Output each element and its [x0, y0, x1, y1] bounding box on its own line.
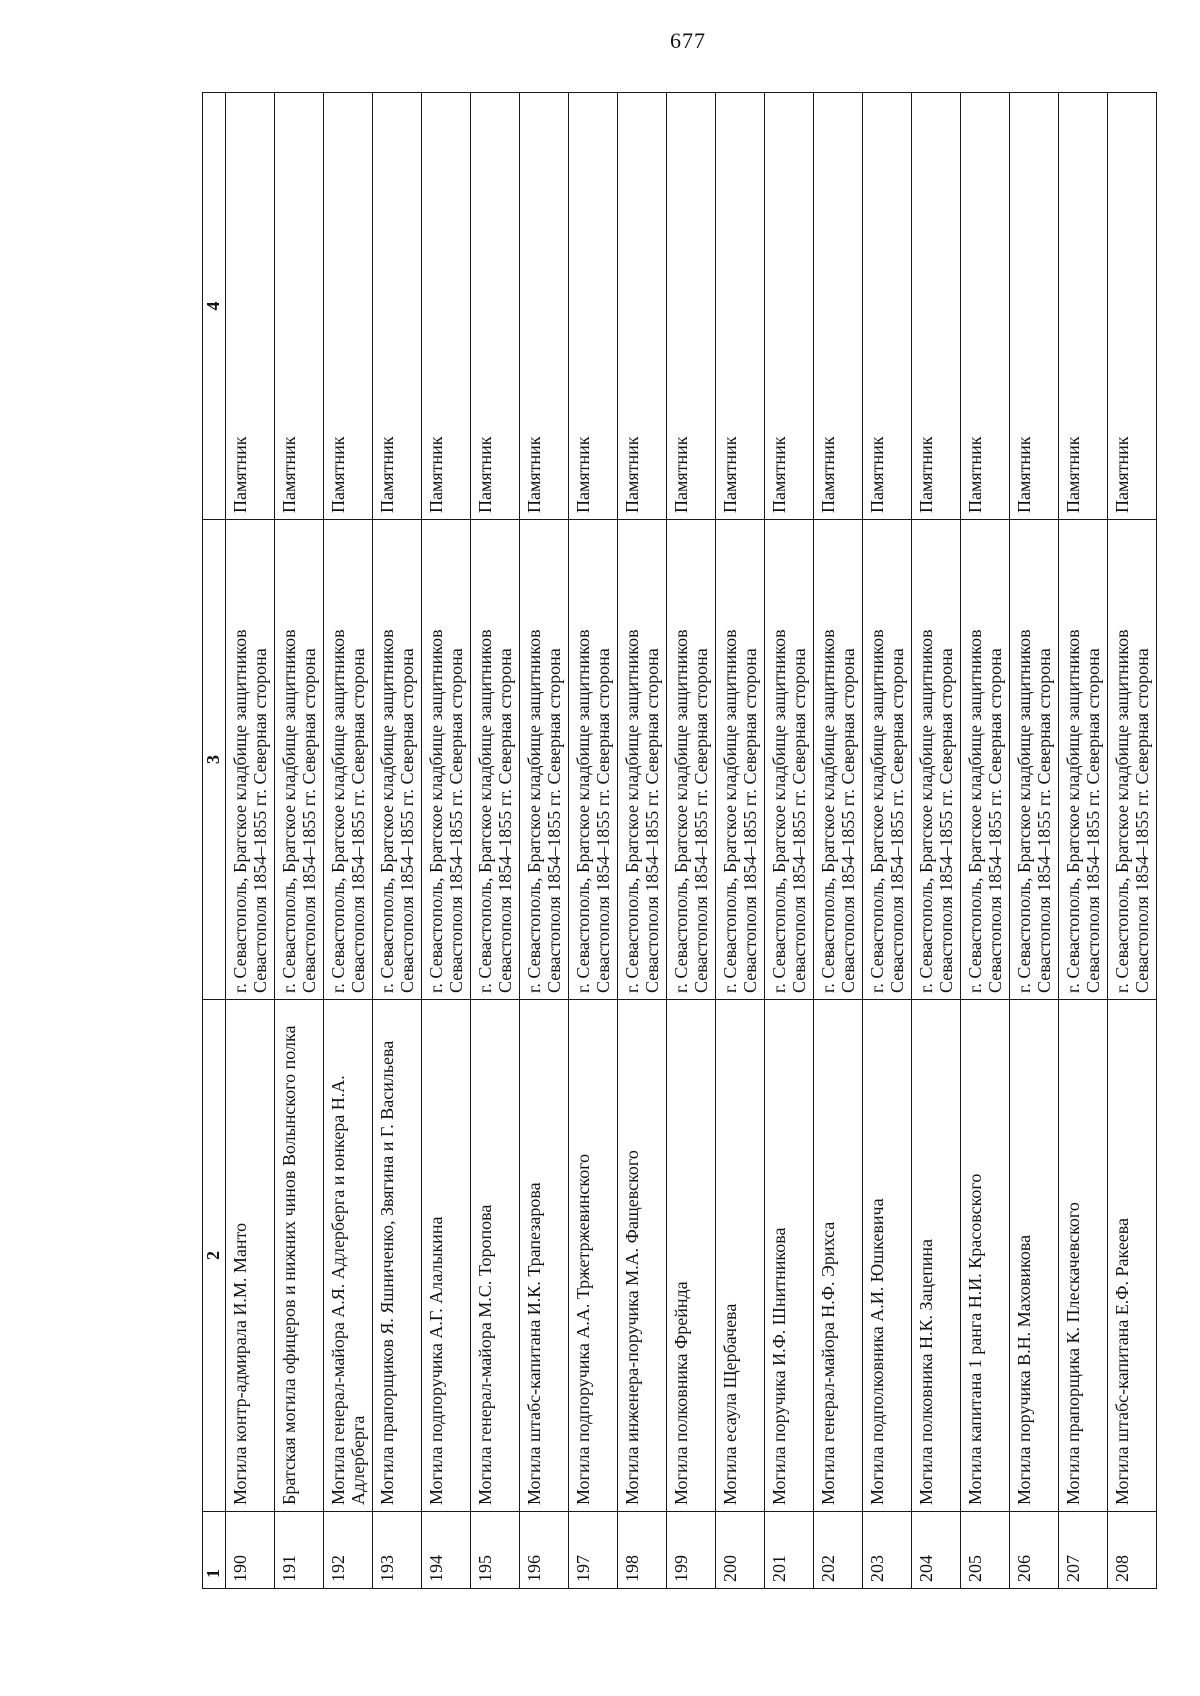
row-number-cell: 197 [569, 1512, 618, 1589]
rotated-table-container [202, 93, 1152, 1589]
object-type-cell: Памятник [961, 93, 1010, 520]
location-line-2: Севастополя 1854–1855 гг. Северная сторона [838, 648, 858, 993]
object-name-cell: Могила контр-адмирала И.М. Манто [226, 1000, 275, 1512]
object-name-cell: Могила подпоручика А.А. Тржетржевинского [569, 1000, 618, 1512]
row-number-cell: 193 [373, 1512, 422, 1589]
location-line-1: г. Севастополь, Братское кладбище защитников [1063, 629, 1083, 993]
object-name-cell: Братская могила офицеров и нижних чинов Волынского полка [275, 1000, 324, 1512]
page-number: 677 [670, 28, 706, 53]
location-line-1: г. Севастополь, Братское кладбище защитников [867, 629, 887, 993]
location-line-1: г. Севастополь, Братское кладбище защитников [622, 629, 642, 993]
location-cell [275, 520, 324, 1000]
location-cell [1108, 520, 1157, 1000]
object-name-cell: Могила подпоручика А.Г. Алалыкина [422, 1000, 471, 1512]
row-number-cell: 199 [667, 1512, 716, 1589]
object-name-cell: Могила инженера-поручика М.А. Фащевского [618, 1000, 667, 1512]
row-number-cell: 194 [422, 1512, 471, 1589]
location-line-2: Севастополя 1854–1855 гг. Северная сторона [348, 648, 368, 993]
location-line-2: Севастополя 1854–1855 гг. Северная сторона [1083, 648, 1103, 993]
object-name-cell: Могила прапорщика К. Плескачевского [1059, 1000, 1108, 1512]
table-row [569, 93, 618, 1589]
object-name-cell: Могила подполковника А.И. Юшкевича [863, 1000, 912, 1512]
location-line-2: Севастополя 1854–1855 гг. Северная сторона [495, 648, 515, 993]
location-line-1: г. Севастополь, Братское кладбище защитников [916, 629, 936, 993]
location-line-1: г. Севастополь, Братское кладбище защитников [818, 629, 838, 993]
table-row [471, 93, 520, 1589]
table-row [814, 93, 863, 1589]
location-cell [569, 520, 618, 1000]
column-header-location: 3 [203, 520, 226, 1000]
location-line-1: г. Севастополь, Братское кладбище защитников [1112, 629, 1132, 993]
object-type-cell: Памятник [716, 93, 765, 520]
location-line-1: г. Севастополь, Братское кладбище защитников [475, 629, 495, 993]
table-frame [202, 93, 1152, 1589]
location-line-2: Севастополя 1854–1855 гг. Северная сторона [1132, 648, 1152, 993]
location-line-2: Севастополя 1854–1855 гг. Северная сторона [397, 648, 417, 993]
location-cell [765, 520, 814, 1000]
location-cell [422, 520, 471, 1000]
row-number-cell: 200 [716, 1512, 765, 1589]
object-type-cell: Памятник [373, 93, 422, 520]
table-row [275, 93, 324, 1589]
column-header-number: 1 [203, 1512, 226, 1589]
row-number-cell: 201 [765, 1512, 814, 1589]
location-line-1: г. Севастополь, Братское кладбище защитников [524, 629, 544, 993]
location-line-2: Севастополя 1854–1855 гг. Северная сторона [789, 648, 809, 993]
table-row [618, 93, 667, 1589]
location-cell [814, 520, 863, 1000]
column-header-type: 4 [203, 93, 226, 520]
location-cell [471, 520, 520, 1000]
location-line-2: Севастополя 1854–1855 гг. Северная сторона [250, 648, 270, 993]
table-row [1059, 93, 1108, 1589]
location-line-2: Севастополя 1854–1855 гг. Северная сторона [544, 648, 564, 993]
row-number-cell: 195 [471, 1512, 520, 1589]
table-row [716, 93, 765, 1589]
row-number-cell: 192 [324, 1512, 373, 1589]
object-name-cell: Могила штабс-капитана Е.Ф. Ракеева [1108, 1000, 1157, 1512]
object-type-cell: Памятник [1010, 93, 1059, 520]
object-name-cell: Могила поручика В.Н. Маховикова [1010, 1000, 1059, 1512]
table-row [373, 93, 422, 1589]
location-line-2: Севастополя 1854–1855 гг. Северная сторона [299, 648, 319, 993]
row-number-cell: 202 [814, 1512, 863, 1589]
location-cell [226, 520, 275, 1000]
object-name-cell: Могила полковника Н.К. Зацепина [912, 1000, 961, 1512]
object-type-cell: Памятник [422, 93, 471, 520]
location-line-2: Севастополя 1854–1855 гг. Северная сторона [593, 648, 613, 993]
location-line-1: г. Севастополь, Братское кладбище защитников [328, 629, 348, 993]
object-name-cell: Могила прапорщиков Я. Яшниченко, Звягина и Г. Васильева [373, 1000, 422, 1512]
table-row [667, 93, 716, 1589]
location-cell [863, 520, 912, 1000]
object-type-cell: Памятник [765, 93, 814, 520]
location-line-2: Севастополя 1854–1855 гг. Северная сторона [985, 648, 1005, 993]
row-number-cell: 196 [520, 1512, 569, 1589]
table-row [912, 93, 961, 1589]
object-name-cell: Могила генерал-майора Н.Ф. Эрихса [814, 1000, 863, 1512]
object-name-cell: Могила капитана 1 ранга Н.И. Красовского [961, 1000, 1010, 1512]
location-cell [961, 520, 1010, 1000]
table-body [226, 93, 1157, 1589]
location-cell [667, 520, 716, 1000]
location-line-2: Севастополя 1854–1855 гг. Северная сторона [1034, 648, 1054, 993]
location-line-2: Севастополя 1854–1855 гг. Северная сторона [691, 648, 711, 993]
location-line-1: г. Севастополь, Братское кладбище защитников [1014, 629, 1034, 993]
table-row [765, 93, 814, 1589]
location-cell [618, 520, 667, 1000]
row-number-cell: 207 [1059, 1512, 1108, 1589]
object-name-cell: Могила есаула Щербачева [716, 1000, 765, 1512]
location-cell [716, 520, 765, 1000]
object-type-cell: Памятник [226, 93, 275, 520]
location-cell [912, 520, 961, 1000]
location-line-1: г. Севастополь, Братское кладбище защитников [965, 629, 985, 993]
table-row [226, 93, 275, 1589]
object-type-cell: Памятник [912, 93, 961, 520]
object-name-cell: Могила генерал-майора М.С. Торопова [471, 1000, 520, 1512]
location-cell [373, 520, 422, 1000]
column-header-name: 2 [203, 1000, 226, 1512]
object-type-cell: Памятник [1059, 93, 1108, 520]
location-line-2: Севастополя 1854–1855 гг. Северная сторона [642, 648, 662, 993]
location-cell [520, 520, 569, 1000]
location-line-1: г. Севастополь, Братское кладбище защитников [377, 629, 397, 993]
location-line-2: Севастополя 1854–1855 гг. Северная сторона [887, 648, 907, 993]
location-cell [1010, 520, 1059, 1000]
location-line-2: Севастополя 1854–1855 гг. Северная сторона [936, 648, 956, 993]
object-type-cell: Памятник [275, 93, 324, 520]
location-line-1: г. Севастополь, Братское кладбище защитников [769, 629, 789, 993]
location-line-1: г. Севастополь, Братское кладбище защитников [573, 629, 593, 993]
table-row [1010, 93, 1059, 1589]
object-name-cell: Могила генерал-майора А.Я. Адлерберга и юнкера Н.А. Адлерберга [324, 1000, 373, 1512]
object-name-cell: Могила полковника Фрейнда [667, 1000, 716, 1512]
table-row [863, 93, 912, 1589]
location-line-1: г. Севастополь, Братское кладбище защитников [426, 629, 446, 993]
row-number-cell: 191 [275, 1512, 324, 1589]
table-row [422, 93, 471, 1589]
object-type-cell: Памятник [814, 93, 863, 520]
location-line-1: г. Севастополь, Братское кладбище защитников [279, 629, 299, 993]
table-header-row [203, 93, 226, 1589]
object-name-cell: Могила штабс-капитана И.К. Трапезарова [520, 1000, 569, 1512]
table-row [1108, 93, 1157, 1589]
row-number-cell: 198 [618, 1512, 667, 1589]
row-number-cell: 208 [1108, 1512, 1157, 1589]
location-cell [1059, 520, 1108, 1000]
location-line-2: Севастополя 1854–1855 гг. Северная сторона [446, 648, 466, 993]
object-type-cell: Памятник [863, 93, 912, 520]
monuments-table [202, 92, 1157, 1589]
object-type-cell: Памятник [520, 93, 569, 520]
table-row [324, 93, 373, 1589]
row-number-cell: 205 [961, 1512, 1010, 1589]
object-type-cell: Памятник [324, 93, 373, 520]
object-name-cell: Могила поручика И.Ф. Шнитникова [765, 1000, 814, 1512]
row-number-cell: 190 [226, 1512, 275, 1589]
object-type-cell: Памятник [471, 93, 520, 520]
table-row [961, 93, 1010, 1589]
object-type-cell: Памятник [618, 93, 667, 520]
object-type-cell: Памятник [1108, 93, 1157, 520]
object-type-cell: Памятник [667, 93, 716, 520]
location-line-1: г. Севастополь, Братское кладбище защитников [671, 629, 691, 993]
location-line-1: г. Севастополь, Братское кладбище защитников [720, 629, 740, 993]
object-type-cell: Памятник [569, 93, 618, 520]
location-cell [324, 520, 373, 1000]
location-line-1: г. Севастополь, Братское кладбище защитников [230, 629, 250, 993]
row-number-cell: 203 [863, 1512, 912, 1589]
location-line-2: Севастополя 1854–1855 гг. Северная сторона [740, 648, 760, 993]
row-number-cell: 204 [912, 1512, 961, 1589]
row-number-cell: 206 [1010, 1512, 1059, 1589]
table-row [520, 93, 569, 1589]
